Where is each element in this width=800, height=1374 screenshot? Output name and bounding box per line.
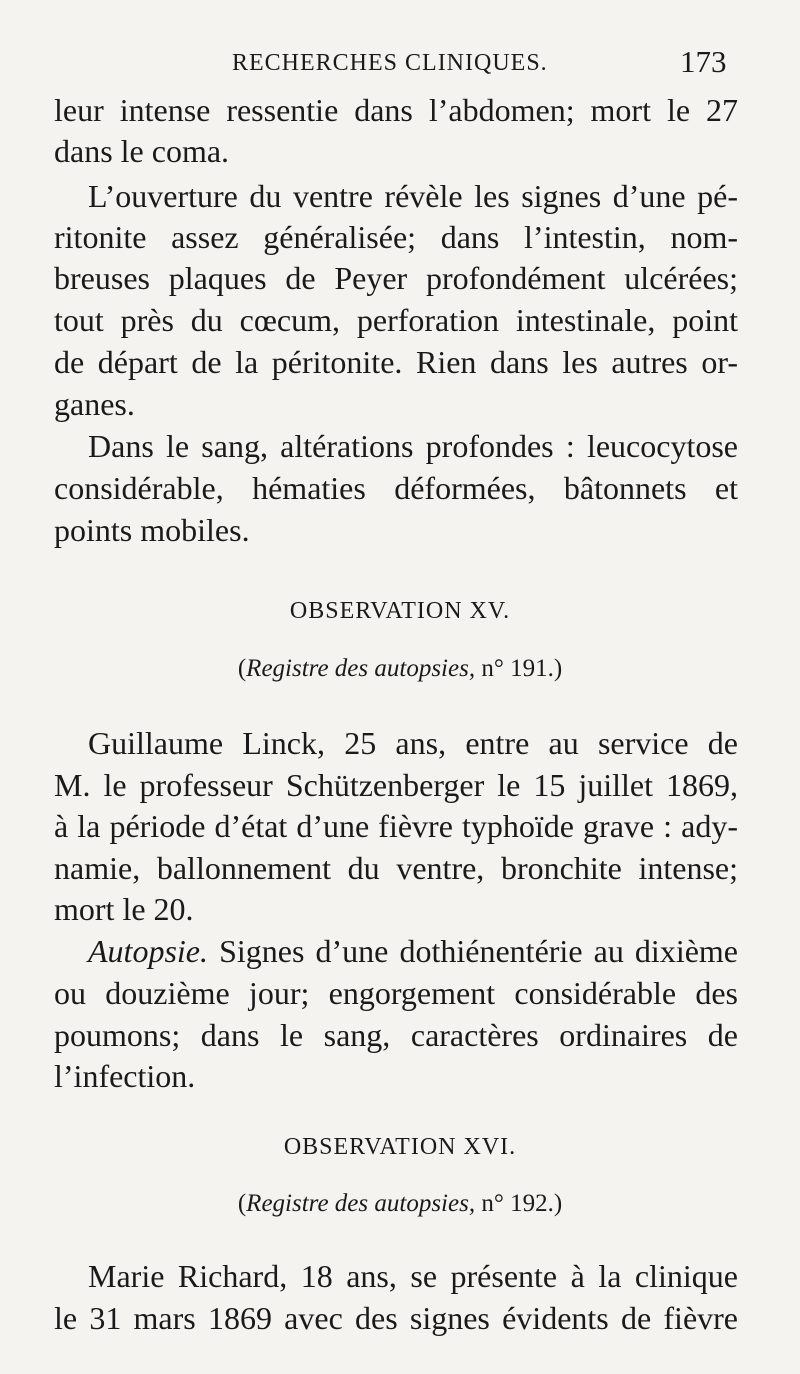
running-title: RECHERCHES CLINIQUES. — [232, 50, 548, 76]
text-line: L’ouverture du ventre révèle les signes d’une pé- — [88, 178, 738, 214]
text-line: à la période d’état d’une fièvre typhoïde grave : ady- — [54, 808, 738, 844]
text-line: leur intense ressentie dans l’abdomen; mort le 27 — [54, 92, 738, 128]
text-line: le 31 mars 1869 avec des signes évidents de fièvre — [54, 1300, 738, 1336]
text-line: M. le professeur Schützenberger le 15 juillet 1869, — [54, 767, 738, 803]
text-line: tout près du cœcum, perforation intestinale, point — [54, 302, 738, 338]
reference-italic: Registre des autopsies, — [246, 655, 476, 682]
text-line: l’infection. — [54, 1058, 196, 1094]
observation-heading: OBSERVATION XV. — [289, 598, 511, 624]
text-line: ou douzième jour; engorgement considérable des — [54, 975, 738, 1011]
text-line: mort le 20. — [54, 891, 194, 927]
text-line: de départ de la péritonite. Rien dans les autres or- — [54, 344, 738, 380]
text-line: points mobiles. — [54, 512, 250, 548]
observation-reference: (Registre des autopsies, n° 192.) — [237, 1190, 563, 1217]
autopsie-label: Autopsie. — [88, 933, 208, 969]
text-line: Marie Richard, 18 ans, se présente à la clinique — [88, 1258, 738, 1294]
page-number: 173 — [680, 44, 727, 79]
observation-heading: OBSERVATION XVI. — [283, 1134, 517, 1160]
text-line: dans le coma. — [54, 133, 230, 169]
text-line: Autopsie. Signes d’une dothiénentérie au dixième — [88, 933, 738, 969]
text-line: breuses plaques de Peyer profondément ulcérées; — [54, 260, 738, 296]
text-line: Dans le sang, altérations profondes : leucocytose — [88, 428, 738, 464]
observation-reference: (Registre des autopsies, n° 191.) — [237, 655, 563, 682]
reference-italic: Registre des autopsies, — [246, 1190, 476, 1217]
page-header — [0, 42, 800, 82]
text-line: Guillaume Linck, 25 ans, entre au service de — [88, 725, 738, 761]
text-line: ganes. — [54, 386, 135, 422]
text-line: namie, ballonnement du ventre, bronchite intense; — [54, 850, 738, 886]
text-line: ritonite assez généralisée; dans l’intestin, nom- — [54, 219, 738, 255]
text-line: considérable, hématies déformées, bâtonnets et — [54, 470, 738, 506]
text-line: poumons; dans le sang, caractères ordinaires de — [54, 1017, 738, 1053]
